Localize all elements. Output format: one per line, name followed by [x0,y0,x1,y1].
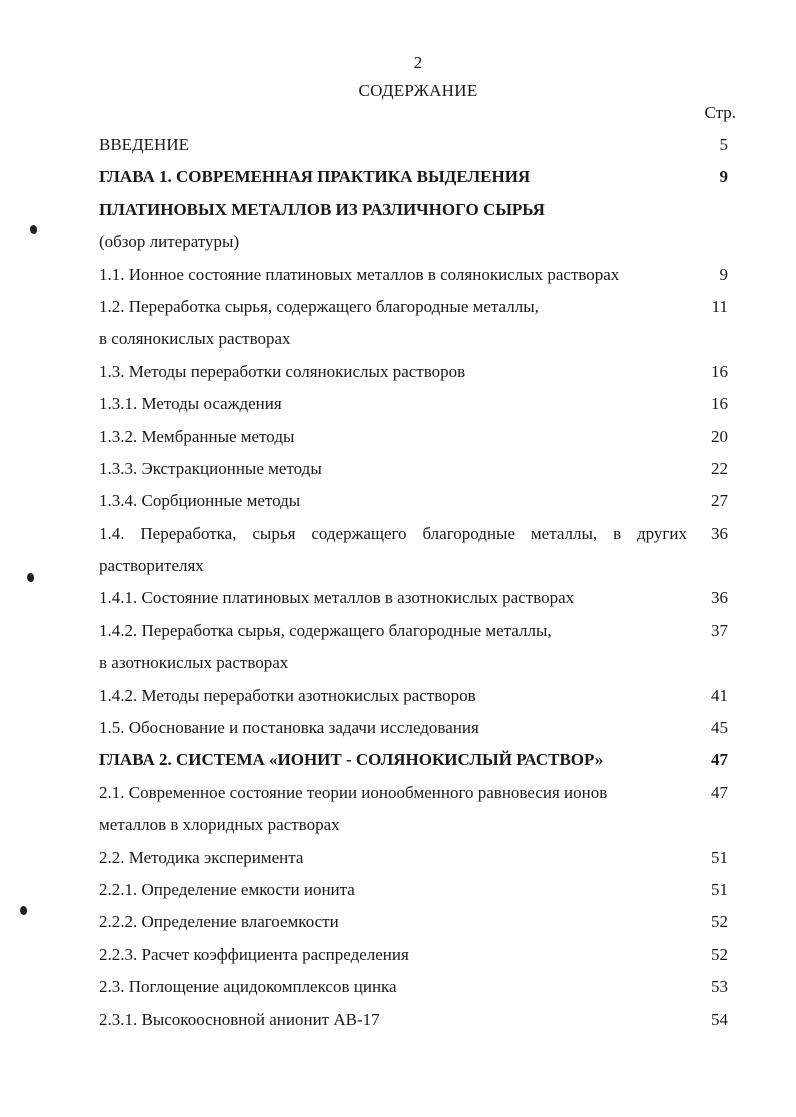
toc-entry [99,809,731,841]
toc-entry-page: 51 [711,847,728,867]
toc-entry [99,906,731,938]
toc-entry-page: 52 [711,944,728,964]
toc-entry [99,259,731,291]
toc-entry [99,323,731,355]
toc-entry-text: в солянокислых растворах [99,329,291,349]
toc-entry [99,129,731,161]
binder-hole-mark [20,906,27,915]
toc-entry-page: 27 [711,491,728,511]
toc-entry-page: 37 [711,620,728,640]
toc-entry [99,712,731,744]
toc-entry-page: 11 [711,296,728,316]
toc-entry-page: 20 [711,426,728,446]
toc-entry [99,388,731,420]
toc-entry-text: 1.1. Ионное состояние платиновых металлов в солянокислых растворах [99,264,620,284]
toc-entry-page: 47 [711,750,728,770]
toc-entry [99,550,731,582]
toc-entry-page: 52 [711,912,728,932]
toc-entry [99,777,731,809]
toc-entry-page: 36 [711,588,728,608]
toc-entry [99,518,731,550]
toc-title: СОДЕРЖАНИЕ [358,81,478,100]
toc-entry-text: 1.4.2. Переработка сырья, содержащего благородные металлы, [99,620,552,640]
toc-entry [99,874,731,906]
toc-entry-page: 16 [711,394,728,414]
toc-entry-text: 1.3.1. Методы осаждения [99,394,282,414]
toc-entry-text: 1.3.2. Мембранные методы [99,426,295,446]
toc-entry [99,842,731,874]
toc-entry-text: 1.4.2. Методы переработки азотнокислых растворов [99,685,476,705]
toc-entry [99,680,731,712]
toc-entry-text: 1.3.3. Экстракционные методы [99,458,322,478]
toc-entry [99,356,731,388]
toc-entry-text: 2.2.2. Определение влагоемкости [99,912,339,932]
toc-entry [99,226,731,258]
toc-entry [99,1004,731,1036]
toc-entry-text: 1.5. Обоснование и постановка задачи исследования [99,718,479,738]
binder-hole-mark [30,225,37,234]
toc-entry [99,939,731,971]
toc-entry-text: (обзор литературы) [99,232,240,252]
toc-entry [99,421,731,453]
toc-entry-text: ПЛАТИНОВЫХ МЕТАЛЛОВ ИЗ РАЗЛИЧНОГО СЫРЬЯ [99,199,545,219]
toc-entry-text: 2.3. Поглощение ацидокомплексов цинка [99,977,397,997]
toc-list [99,129,731,1036]
toc-entry-text: 2.2.1. Определение емкости ионита [99,879,355,899]
toc-entry [99,647,731,679]
toc-entry-page: 36 [711,523,728,543]
toc-entry-text: 1.3.4. Сорбционные методы [99,491,301,511]
toc-entry-text: 2.2.3. Расчет коэффициента распределения [99,944,409,964]
toc-entry-page: 5 [719,135,728,154]
toc-entry-page: 54 [711,1009,728,1029]
toc-entry [99,291,731,323]
toc-entry-page: 9 [719,264,728,284]
toc-entry-text: металлов в хлоридных растворах [99,815,340,835]
toc-entry-text: 2.1. Современное состояние теории ионообменного равновесия ионов [99,782,608,802]
toc-entry [99,582,731,614]
toc-entry-page: 47 [711,782,728,802]
toc-entry [99,615,731,647]
toc-entry-text: 1.3. Методы переработки солянокислых растворов [99,361,466,381]
toc-entry [99,744,731,776]
toc-entry-text: 1.4. Переработка, сырья содержащего благородные металлы, в других [99,523,687,543]
toc-entry-text: 1.2. Переработка сырья, содержащего благородные металлы, [99,296,539,316]
toc-entry [99,485,731,517]
toc-entry [99,161,731,193]
toc-entry-page: 9 [719,167,728,187]
toc-entry-text: 2.2. Методика эксперимента [99,847,304,867]
toc-entry-page: 22 [711,458,728,478]
toc-entry-text: ВВЕДЕНИЕ [99,135,189,154]
toc-entry-text: растворителях [99,556,204,576]
toc-entry-page: 41 [711,685,728,705]
toc-entry [99,971,731,1003]
toc-entry-text: 1.4.1. Состояние платиновых металлов в азотнокислых растворах [99,588,575,608]
toc-entry-page: 51 [711,879,728,899]
binder-hole-mark [27,573,34,582]
toc-entry-page: 16 [711,361,728,381]
toc-entry [99,453,731,485]
toc-entry-page: 53 [711,977,728,997]
page-number: 2 [413,53,423,72]
page-column-label: Стр. [704,103,736,122]
toc-entry [99,194,731,226]
toc-entry-text: ГЛАВА 1. СОВРЕМЕННАЯ ПРАКТИКА ВЫДЕЛЕНИЯ [99,167,531,187]
toc-entry-page: 45 [711,718,728,738]
toc-entry-text: в азотнокислых растворах [99,653,289,673]
toc-entry-text: 2.3.1. Высокоосновной анионит АВ-17 [99,1009,380,1029]
toc-entry-text: ГЛАВА 2. СИСТЕМА «ИОНИТ - СОЛЯНОКИСЛЫЙ РАСТВОР» [99,750,604,770]
